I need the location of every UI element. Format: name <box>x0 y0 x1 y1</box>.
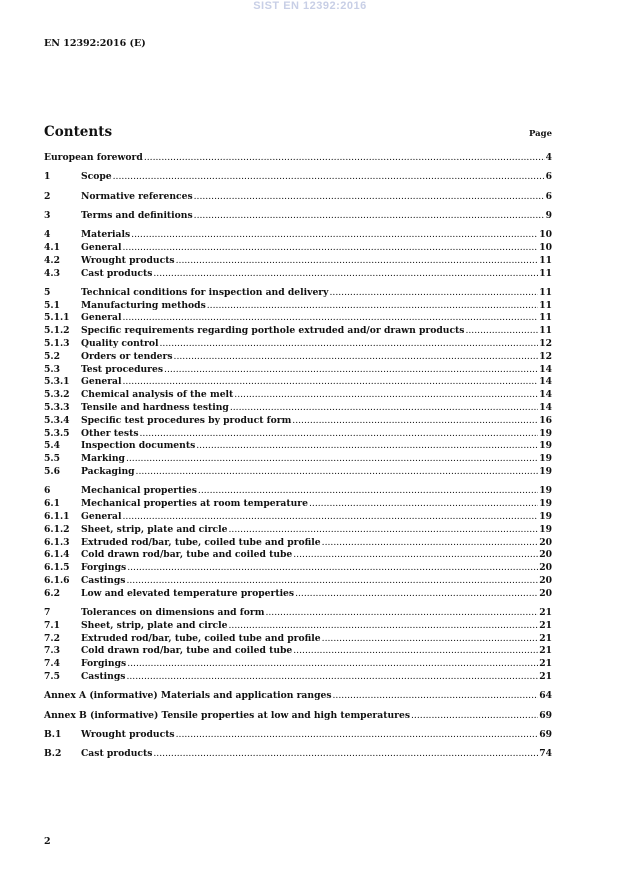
toc-entry-page: 64 <box>539 690 552 702</box>
toc-entry-number: 2 <box>44 190 51 202</box>
dot-leader <box>295 588 538 601</box>
toc-entry-number: 4.2 <box>44 254 60 266</box>
toc-entry-title: Low and elevated temperature properties <box>81 587 295 599</box>
toc-entry[interactable] <box>44 498 552 511</box>
toc-entry-title: Forgings <box>81 562 127 574</box>
toc-entry-page: 19 <box>539 485 552 497</box>
toc-entry-title: Other tests <box>81 427 139 439</box>
toc-entry-page: 20 <box>539 574 552 586</box>
toc-entry-number: 5.1.1 <box>44 312 70 324</box>
toc-entry-number: 5.1.3 <box>44 338 70 350</box>
toc-entry-page: 11 <box>539 286 552 298</box>
toc-entry-page: 20 <box>539 549 552 561</box>
toc-entry-number: 5.3.4 <box>44 414 70 426</box>
toc-entry-page: 21 <box>539 658 552 670</box>
toc-entry-number: 7.1 <box>44 619 60 631</box>
toc-entry[interactable] <box>44 729 552 742</box>
toc-entry-number: 5.2 <box>44 350 60 362</box>
toc-entry-page: 74 <box>539 748 552 760</box>
toc-entry-title: Inspection documents <box>81 440 196 452</box>
toc-entry-number: 3 <box>44 209 51 221</box>
dot-leader <box>198 485 538 498</box>
toc-entry[interactable] <box>44 607 552 620</box>
toc-entry-title: Cold drawn rod/bar, tube and coiled tube <box>81 549 293 561</box>
toc-entry[interactable] <box>44 268 552 281</box>
toc-entry-number: 5.1 <box>44 299 60 311</box>
dot-leader <box>123 376 539 389</box>
toc-entry-number: 7.5 <box>44 670 60 682</box>
toc-entry[interactable] <box>44 690 552 703</box>
page-number: 2 <box>44 836 51 847</box>
toc-entry-page: 21 <box>539 619 552 631</box>
toc-entry-number: 7 <box>44 607 51 618</box>
toc-entry-title: Sheet, strip, plate and circle <box>81 619 228 631</box>
toc-entry-number: 4 <box>44 229 51 241</box>
toc-entry-title: Normative references <box>81 190 193 202</box>
toc-entry-title: Cold drawn rod/bar, tube and coiled tube <box>81 645 293 657</box>
dot-leader <box>322 633 539 646</box>
toc-entry-page: 9 <box>545 209 552 221</box>
toc-entry-title: European foreword <box>44 152 143 163</box>
toc-entry-page: 19 <box>539 466 552 478</box>
toc-entry-title: Materials <box>81 229 131 241</box>
toc-entry-number: 5.3.3 <box>44 402 70 414</box>
toc-entry-page: 19 <box>539 440 552 452</box>
toc-entry[interactable] <box>44 415 552 428</box>
dot-leader <box>126 671 538 684</box>
dot-leader <box>333 690 539 703</box>
dot-leader <box>176 255 539 268</box>
toc-entry[interactable] <box>44 152 552 165</box>
dot-leader <box>174 351 539 364</box>
toc-entry-page: 6 <box>545 190 552 202</box>
toc-entry[interactable] <box>44 325 552 338</box>
toc-entry[interactable] <box>44 524 552 537</box>
toc-entry-page: 4 <box>545 152 552 163</box>
dot-leader <box>123 511 539 524</box>
toc-entry[interactable] <box>44 748 552 761</box>
toc-entry-page: 6 <box>545 171 552 183</box>
toc-entry-title: Wrought products <box>81 728 175 740</box>
contents-heading: Contents <box>44 124 113 140</box>
dot-leader <box>123 312 539 325</box>
toc-entry[interactable] <box>44 645 552 658</box>
toc-entry-page: 11 <box>539 325 552 337</box>
toc-entry[interactable] <box>44 376 552 389</box>
toc-entry-title: Cast products <box>81 267 153 279</box>
page-column-header: Page <box>528 129 552 139</box>
toc-entry[interactable] <box>44 537 552 550</box>
toc-entry-title: Forgings <box>81 658 127 670</box>
table-of-contents <box>44 152 552 761</box>
toc-entry[interactable] <box>44 300 552 313</box>
toc-entry[interactable] <box>44 428 552 441</box>
toc-entry-page: 14 <box>539 376 552 388</box>
dot-leader <box>411 710 538 723</box>
toc-entry-page: 16 <box>539 414 552 426</box>
toc-entry-title: Castings <box>81 574 126 586</box>
dot-leader <box>113 171 545 184</box>
toc-entry[interactable] <box>44 242 552 255</box>
dot-leader <box>265 607 538 620</box>
toc-entry-title: Tolerances on dimensions and form <box>81 607 265 618</box>
toc-entry-page: 14 <box>539 363 552 375</box>
toc-entry-number: 6.1.2 <box>44 523 70 535</box>
toc-entry-number: 6.1 <box>44 498 60 510</box>
dot-leader <box>194 191 545 204</box>
toc-entry-title: Packaging <box>81 466 135 478</box>
toc-entry-title: Specific test procedures by product form <box>81 414 292 426</box>
dot-leader <box>136 466 539 479</box>
toc-entry-number: 4.1 <box>44 241 60 253</box>
dot-leader <box>194 210 545 223</box>
toc-entry-number: B.1 <box>44 728 62 740</box>
toc-entry-title: Mechanical properties <box>81 485 197 497</box>
toc-entry-number: 5.5 <box>44 453 60 465</box>
toc-entry-title: Marking <box>81 453 125 465</box>
toc-entry-page: 21 <box>539 670 552 682</box>
toc-entry-title: General <box>81 510 122 522</box>
document-id: EN 12392:2016 (E) <box>44 38 146 49</box>
toc-entry-title: Scope <box>81 171 112 183</box>
toc-entry-title: Extruded rod/bar, tube, coiled tube and profile <box>81 632 321 644</box>
dot-leader <box>234 389 538 402</box>
toc-entry-page: 11 <box>539 254 552 266</box>
toc-entry[interactable] <box>44 440 552 453</box>
dot-leader <box>230 402 538 415</box>
toc-entry-title: Annex A (informative) Materials and application ranges <box>44 690 332 702</box>
dot-leader <box>160 338 539 351</box>
toc-entry[interactable] <box>44 312 552 325</box>
toc-entry[interactable] <box>44 485 552 498</box>
toc-entry[interactable] <box>44 171 552 184</box>
toc-entry-page: 19 <box>539 510 552 522</box>
toc-entry-page: 69 <box>539 728 552 740</box>
toc-entry-page: 11 <box>539 267 552 279</box>
toc-entry-title: Specific requirements regarding porthole extruded and/or drawn products <box>81 325 465 337</box>
dot-leader <box>126 453 538 466</box>
toc-entry-title: Terms and definitions <box>81 209 193 221</box>
toc-entry-title: Sheet, strip, plate and circle <box>81 523 228 535</box>
toc-entry[interactable] <box>44 575 552 588</box>
dot-leader <box>322 537 539 550</box>
dot-leader <box>127 562 538 575</box>
dot-leader <box>293 645 538 658</box>
toc-entry-number: 5.3.1 <box>44 376 70 388</box>
toc-entry-number: 6 <box>44 485 51 497</box>
dot-leader <box>131 229 538 242</box>
toc-entry[interactable] <box>44 633 552 646</box>
toc-entry-title: Chemical analysis of the melt <box>81 389 234 401</box>
toc-entry[interactable] <box>44 620 552 633</box>
dot-leader <box>126 575 538 588</box>
dot-leader <box>293 549 538 562</box>
toc-entry-title: General <box>81 376 122 388</box>
toc-entry-number: 5.6 <box>44 466 60 478</box>
toc-entry-page: 19 <box>539 453 552 465</box>
toc-entry-title: Technical conditions for inspection and delivery <box>81 286 329 298</box>
toc-entry-number: 6.1.1 <box>44 510 70 522</box>
toc-entry-title: Extruded rod/bar, tube, coiled tube and profile <box>81 536 321 548</box>
toc-entry-page: 19 <box>539 523 552 535</box>
toc-entry-title: Mechanical properties at room temperature <box>81 498 308 510</box>
toc-entry-page: 10 <box>539 229 552 241</box>
toc-entry-number: B.2 <box>44 748 62 760</box>
toc-entry-title: Manufacturing methods <box>81 299 206 311</box>
toc-entry-page: 20 <box>539 536 552 548</box>
toc-entry-title: Quality control <box>81 338 159 350</box>
toc-entry-number: 7.2 <box>44 632 60 644</box>
toc-entry[interactable] <box>44 389 552 402</box>
toc-entry[interactable] <box>44 210 552 223</box>
toc-entry-number: 6.2 <box>44 587 60 599</box>
toc-entry-page: 20 <box>539 562 552 574</box>
toc-entry-title: Orders or tenders <box>81 350 173 362</box>
watermark: SIST EN 12392:2016 <box>253 0 367 12</box>
toc-entry-title: Cast products <box>81 748 153 760</box>
toc-entry[interactable] <box>44 511 552 524</box>
dot-leader <box>196 440 538 453</box>
toc-entry-title: General <box>81 312 122 324</box>
toc-entry[interactable] <box>44 466 552 479</box>
toc-entry-page: 14 <box>539 389 552 401</box>
toc-entry-number: 5.1.2 <box>44 325 70 337</box>
toc-entry-number: 7.4 <box>44 658 60 670</box>
toc-entry-number: 6.1.5 <box>44 562 70 574</box>
toc-entry[interactable] <box>44 229 552 242</box>
toc-entry-page: 11 <box>539 312 552 324</box>
toc-entry-page: 11 <box>539 299 552 311</box>
toc-entry[interactable] <box>44 338 552 351</box>
toc-entry-title: General <box>81 241 122 253</box>
dot-leader <box>153 268 538 281</box>
dot-leader <box>228 524 538 537</box>
dot-leader <box>153 748 538 761</box>
dot-leader <box>207 300 538 313</box>
toc-entry[interactable] <box>44 549 552 562</box>
toc-entry[interactable] <box>44 671 552 684</box>
toc-entry-number: 6.1.6 <box>44 574 70 586</box>
toc-entry-number: 5 <box>44 286 51 298</box>
toc-entry-title: Test procedures <box>81 363 164 375</box>
toc-entry-page: 19 <box>539 427 552 439</box>
dot-leader <box>329 287 538 300</box>
toc-entry-page: 69 <box>539 709 552 721</box>
dot-leader <box>140 428 539 441</box>
toc-entry-page: 10 <box>539 241 552 253</box>
toc-entry-number: 6.1.4 <box>44 549 70 561</box>
toc-entry[interactable] <box>44 453 552 466</box>
dot-leader <box>123 242 539 255</box>
dot-leader <box>228 620 538 633</box>
toc-entry[interactable] <box>44 287 552 300</box>
toc-entry[interactable] <box>44 562 552 575</box>
toc-entry-number: 7.3 <box>44 645 60 657</box>
dot-leader <box>309 498 538 511</box>
toc-entry-page: 21 <box>539 645 552 657</box>
dot-leader <box>176 729 539 742</box>
toc-entry-number: 4.3 <box>44 267 60 279</box>
toc-entry-number: 1 <box>44 171 51 183</box>
toc-entry-page: 21 <box>539 607 552 618</box>
toc-entry-page: 19 <box>539 498 552 510</box>
toc-entry-title: Annex B (informative) Tensile properties at low and high temperatures <box>44 709 411 721</box>
toc-entry-number: 6.1.3 <box>44 536 70 548</box>
toc-entry-page: 14 <box>539 402 552 414</box>
toc-entry[interactable] <box>44 255 552 268</box>
toc-entry-page: 21 <box>539 632 552 644</box>
toc-entry-page: 20 <box>539 587 552 599</box>
toc-entry-number: 5.3.2 <box>44 389 70 401</box>
toc-entry-title: Wrought products <box>81 254 175 266</box>
toc-entry[interactable] <box>44 588 552 601</box>
dot-leader <box>144 152 545 165</box>
toc-entry[interactable] <box>44 710 552 723</box>
dot-leader <box>164 364 538 377</box>
toc-entry-title: Castings <box>81 670 126 682</box>
toc-entry-number: 5.4 <box>44 440 60 452</box>
toc-entry-page: 12 <box>539 350 552 362</box>
toc-entry-title: Tensile and hardness testing <box>81 402 229 414</box>
dot-leader <box>292 415 538 428</box>
toc-entry[interactable] <box>44 351 552 364</box>
toc-entry[interactable] <box>44 364 552 377</box>
toc-entry[interactable] <box>44 658 552 671</box>
dot-leader <box>127 658 538 671</box>
dot-leader <box>465 325 538 338</box>
toc-entry-page: 12 <box>539 338 552 350</box>
toc-entry-number: 5.3.5 <box>44 427 70 439</box>
toc-entry[interactable] <box>44 191 552 204</box>
toc-entry[interactable] <box>44 402 552 415</box>
toc-entry-number: 5.3 <box>44 363 60 375</box>
